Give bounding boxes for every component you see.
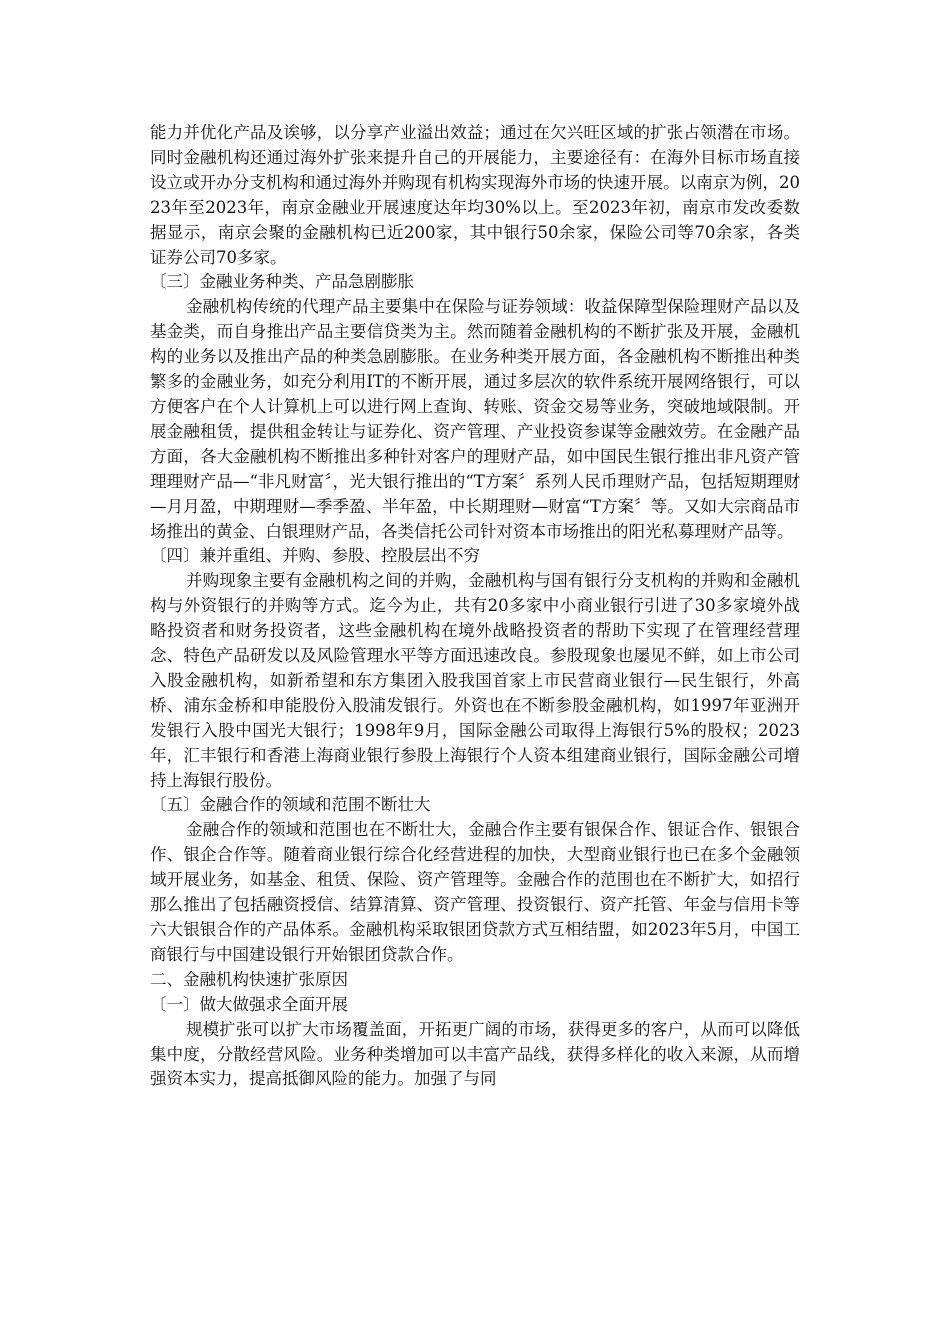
chapter-heading-2: 二、金融机构快速扩张原因 xyxy=(150,969,348,989)
paragraph-products: 金融机构传统的代理产品主要集中在保险与证券领域：收益保障型保险理财产品以及基金类，而自身推出产品主要信贷类为主。然而随着金融机构的不断扩张及开展，金融机构的业务以及推出产品的种类急剧膨胀。在业务种类开展方面，各金融机构不断推出种类繁多的金融业务，如充分利用IT的不断开展，通过多层次的软件系统开展网络银行，可以方便客户在个人计算机上可以进行网上查询、转账、资金交易等业务，突破地域限制。开展金融租赁，提供租金转让与证券化、资产管理、产业投资参谋等金融效劳。在金融产品方面，各大金融机构不断推出多种针对客户的理财产品，如中国民生银行推出非凡资产管理理财产品—“非凡财富〞，光大银行推出的“T方案〞系列人民币理财产品，包括短期理财—月月盈，中期理财—季季盈、半年盈，中长期理财—财富“T方案〞等。又如大宗商品市场推出的黄金、白银理财产品，各类信托公司针对资本市场推出的阳光私募理财产品等。 xyxy=(150,297,800,541)
paragraph-mergers: 并购现象主要有金融机构之间的并购，金融机构与国有银行分支机构的并购和金融机构与外资银行的并购等方式。迄今为止，共有20多家中小商业银行引进了30多家境外战略投资者和财务投资者，这些金融机构在境外战略投资者的帮助下实现了在管理经营理念、特色产品研发以及风险管理水平等方面迅速改良。参股现象也屡见不鲜，如上市公司入股金融机构，如新希望和东方集团入股我国首家上市民营商业银行—民生银行，外高桥、浦东金桥和申能股份入股浦发银行。外资也在不断参股金融机构，如1997年亚洲开发银行入股中国光大银行；1998年9月，国际金融公司取得上海银行5%的股权；2023年，汇丰银行和香港上海商业银行参股上海银行个人资本组建商业银行，国际金融公司增持上海银行股份。 xyxy=(150,571,800,790)
section-heading-2-1: 〔一〕做大做强求全面开展 xyxy=(150,994,348,1014)
paragraph-cooperation: 金融合作的领域和范围也在不断壮大，金融合作主要有银保合作、银证合作、银银合作、银企合作等。随着商业银行综合化经营进程的加快，大型商业银行也已在多个金融领域开展业务，如基金、租赁、保险、资产管理等。金融合作的范围也在不断扩大，如招行那么推出了包括融资授信、结算清算、资产管理、投资银行、资产托管、年金与信用卡等六大银银合作的产品体系。金融机构采取银团贷款方式互相结盟，如2023年5月，中国工商银行与中国建设银行开始银团贷款合作。 xyxy=(150,820,800,964)
paragraph-intro: 能力并优化产品及诶够，以分享产业溢出效益；通过在欠兴旺区域的扩张占领潜在市场。同时金融机构还通过海外扩张来提升自己的开展能力，主要途径有：在海外目标市场直接设立或开办分支机构和通过海外并购现有机构实现海外市场的快速开展。以南京为例，2023年至2023年，南京金融业开展速度达年均30%以上。至2023年初，南京市发改委数据显示，南京会聚的金融机构已近200家，其中银行50余家，保险公司等70余家，各类证券公司70多家。 xyxy=(150,123,800,267)
paragraph-scale-expansion: 规模扩张可以扩大市场覆盖面，开拓更广阔的市场，获得更多的客户，从而可以降低集中度，分散经营风险。业务种类增加可以丰富产品线，获得多样化的收入来源，从而增强资本实力，提高抵御风险的能力。加强了与同 xyxy=(150,1019,800,1089)
section-heading-3: 〔三〕金融业务种类、产品急剧膨胀 xyxy=(150,272,414,292)
document-page xyxy=(150,121,800,1092)
section-heading-5: 〔五〕金融合作的领域和范围不断壮大 xyxy=(150,795,431,815)
section-heading-4: 〔四〕兼并重组、并购、参股、控股层出不穷 xyxy=(150,546,480,566)
